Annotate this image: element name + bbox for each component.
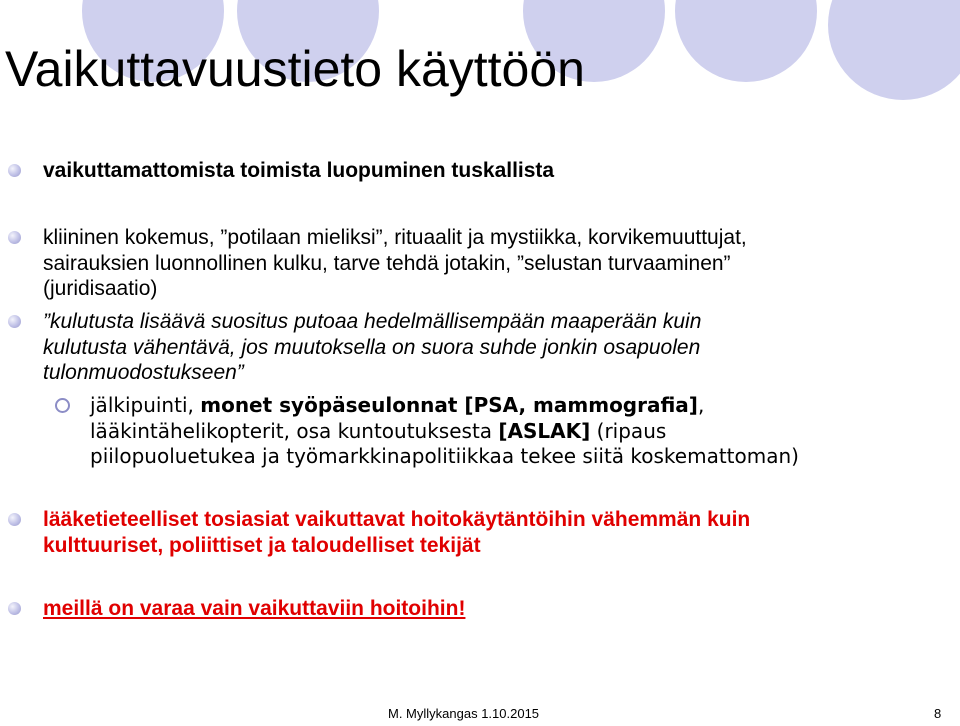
bullet-line: kulttuuriset, poliittiset ja taloudelliset tekijät [43,533,481,557]
bullet-text [43,507,938,558]
bullet-text [43,596,938,622]
bullet-icon [8,231,21,244]
bullet-icon [8,164,21,177]
bullet-line: kulutusta vähentävä, jos muutoksella on suora suhde jonkin osapuolen [43,335,701,359]
sub-bullet-line: lääkintähelikopterit, osa kuntoutuksesta [ASLAK] (ripaus [90,418,667,443]
bullet-item [8,225,938,302]
bullet-line: kliininen kokemus, ”potilaan mieliksi”, rituaalit ja mystiikka, korvikemuuttujat, [43,226,747,249]
decor-circle [675,0,817,82]
bullet-icon [8,315,21,328]
bullet-line: (juridisaatio) [43,277,158,300]
decor-circle [828,0,960,100]
sub-bullet-item [55,393,945,470]
footer-page-number: 8 [934,706,942,721]
sub-bullet-icon [55,398,70,413]
bullet-text [43,225,938,302]
bullet-text [43,309,938,386]
sub-bullet-text [90,393,945,470]
bullet-line: sairauksien luonnollinen kulku, tarve tehdä jotakin, ”selustan turvaaminen” [43,251,731,275]
bullet-line: tulonmuodostukseen” [43,361,244,384]
bullet-line: ”kulutusta lisäävä suositus putoaa hedelmällisempään maaperään kuin [43,310,702,333]
bullet-line: lääketieteelliset tosiasiat vaikuttavat hoitokäytäntöihin vähemmän kuin [43,508,751,531]
bullet-item [8,507,938,558]
bullet-icon [8,513,21,526]
sub-bullet-line: jälkipuinti, monet syöpäseulonnat [PSA, mammografia], [90,393,705,417]
bullet-item [8,596,938,622]
slide-title: Vaikuttavuustieto käyttöön [5,41,585,97]
bullet-text: vaikuttamattomista toimista luopuminen tuskallista [43,159,555,182]
bullet-item [8,158,938,184]
sub-bullet-line: piilopuoluetukea ja työmarkkinapolitiikkaa tekee siitä koskemattoman) [90,444,799,468]
bullet-item [8,309,938,386]
underlined-conclusion: meillä on varaa vain vaikuttaviin hoitoihin! [43,597,466,620]
footer-author-date: M. Myllykangas 1.10.2015 [388,706,540,721]
bullet-icon [8,602,21,615]
